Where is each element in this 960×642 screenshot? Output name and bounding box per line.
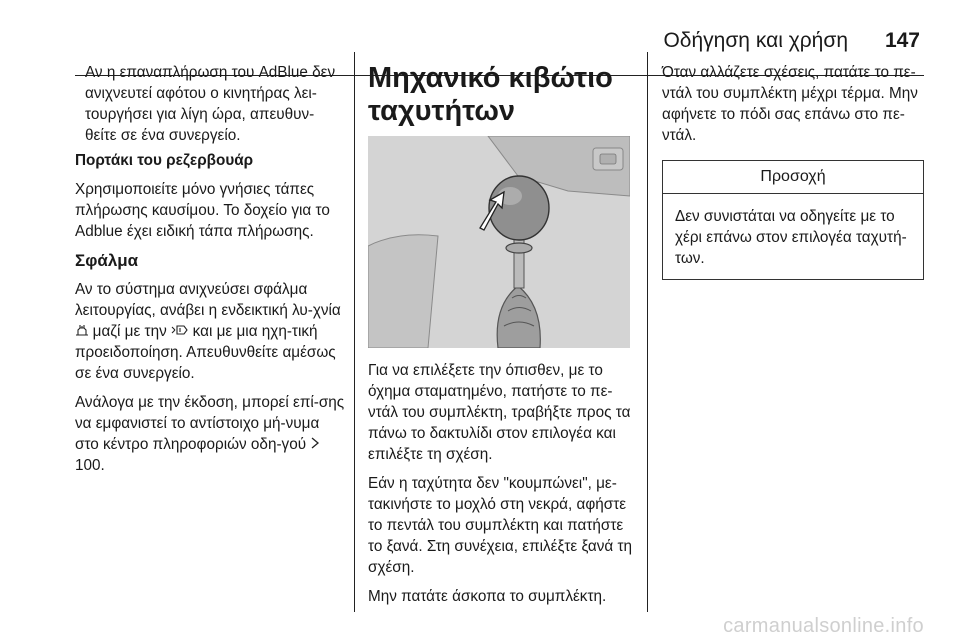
caution-title: Προσοχή — [663, 161, 923, 194]
gear-lever-illustration — [368, 136, 630, 348]
version-text: Ανάλογα με την έκδοση, μπορεί επί-σης να εμφανιστεί το αντίστοιχο μή-νυμα στο κέντρο πληροφοριών οδη-γού — [75, 394, 345, 453]
gear-engage-paragraph: Εάν η ταχύτητα δεν "κουμπώνει", με-τακινήστε το μοχλό στη νεκρά, αφήστε το πεντάλ του συμπλέκτη και πατήστε το ξανά. Στη συνέχεια, επιλέξτε ξανά τη σχέση. — [368, 475, 633, 576]
filler-cap-paragraph: Χρησιμοποιείτε μόνο γνήσιες τάπες πλήρωσης καυσίμου. Το δοχείο για το Adblue έχει ειδική τάπα πλήρωσης. — [75, 181, 330, 240]
fault-paragraph — [75, 279, 345, 384]
page-reference[interactable]: 100. — [75, 457, 105, 474]
column-divider-right — [647, 52, 648, 612]
caution-box — [662, 160, 924, 280]
engine-warning-icon — [75, 324, 93, 339]
shift-paragraph: Όταν αλλάζετε σχέσεις, πατάτε το πε-ντάλ του συμπλέκτη μέχρι τέρμα. Μην αφήνετε το πόδι σας επάνω στο πε-ντάλ. — [662, 64, 918, 144]
emission-warning-icon — [171, 324, 193, 339]
fault-heading: Σφάλμα — [75, 251, 139, 270]
watermark: carmanualsonline.info — [723, 615, 924, 637]
adblue-paragraph: Αν η επαναπλήρωση του AdBlue δεν ανιχνευτεί αφότου ο κινητήρας λει-τουργήσει για λίγη ώρα, απευθυν-θείτε σε ένα συνεργείο. — [85, 64, 336, 144]
filler-cap-heading: Πορτάκι του ρεζερβουάρ — [75, 152, 254, 169]
fault-text-1: Αν το σύστημα ανιχνεύσει σφάλμα λειτουργίας, ανάβει η ενδεικτική λυ-χνία — [75, 281, 341, 319]
version-paragraph — [75, 392, 345, 476]
page-reference-arrow-icon — [310, 437, 320, 452]
page-number: 147 — [884, 29, 920, 52]
fault-text-2: μαζί με την — [92, 323, 167, 340]
fault-text-3: και με μια ηχη-τική προειδοποίηση. Απευθυνθείτε αμέσως σε ένα συνεργείο. — [75, 323, 336, 382]
page-header — [0, 25, 960, 55]
gearbox-heading: Μηχανικό κιβώτιο ταχυτήτων — [368, 62, 613, 127]
column-2 — [368, 62, 638, 615]
section-title: Οδήγηση και χρήση — [663, 29, 848, 52]
reverse-gear-paragraph: Για να επιλέξετε την όπισθεν, με το όχημα σταματημένο, πατήστε το πε-ντάλ του συμπλέκτη, τραβήξτε προς τα πάνω το δακτυλίδι στον επιλογέα και επιλέξτε τη σχέση. — [368, 362, 631, 463]
column-3 — [662, 62, 924, 280]
column-1 — [75, 62, 345, 484]
caution-body: Δεν συνιστάται να οδηγείτε με το χέρι επάνω στον επιλογέα ταχυτή-των. — [675, 208, 907, 267]
column-divider-left — [354, 52, 355, 612]
clutch-paragraph: Μην πατάτε άσκοπα το συμπλέκτη. — [368, 588, 607, 605]
